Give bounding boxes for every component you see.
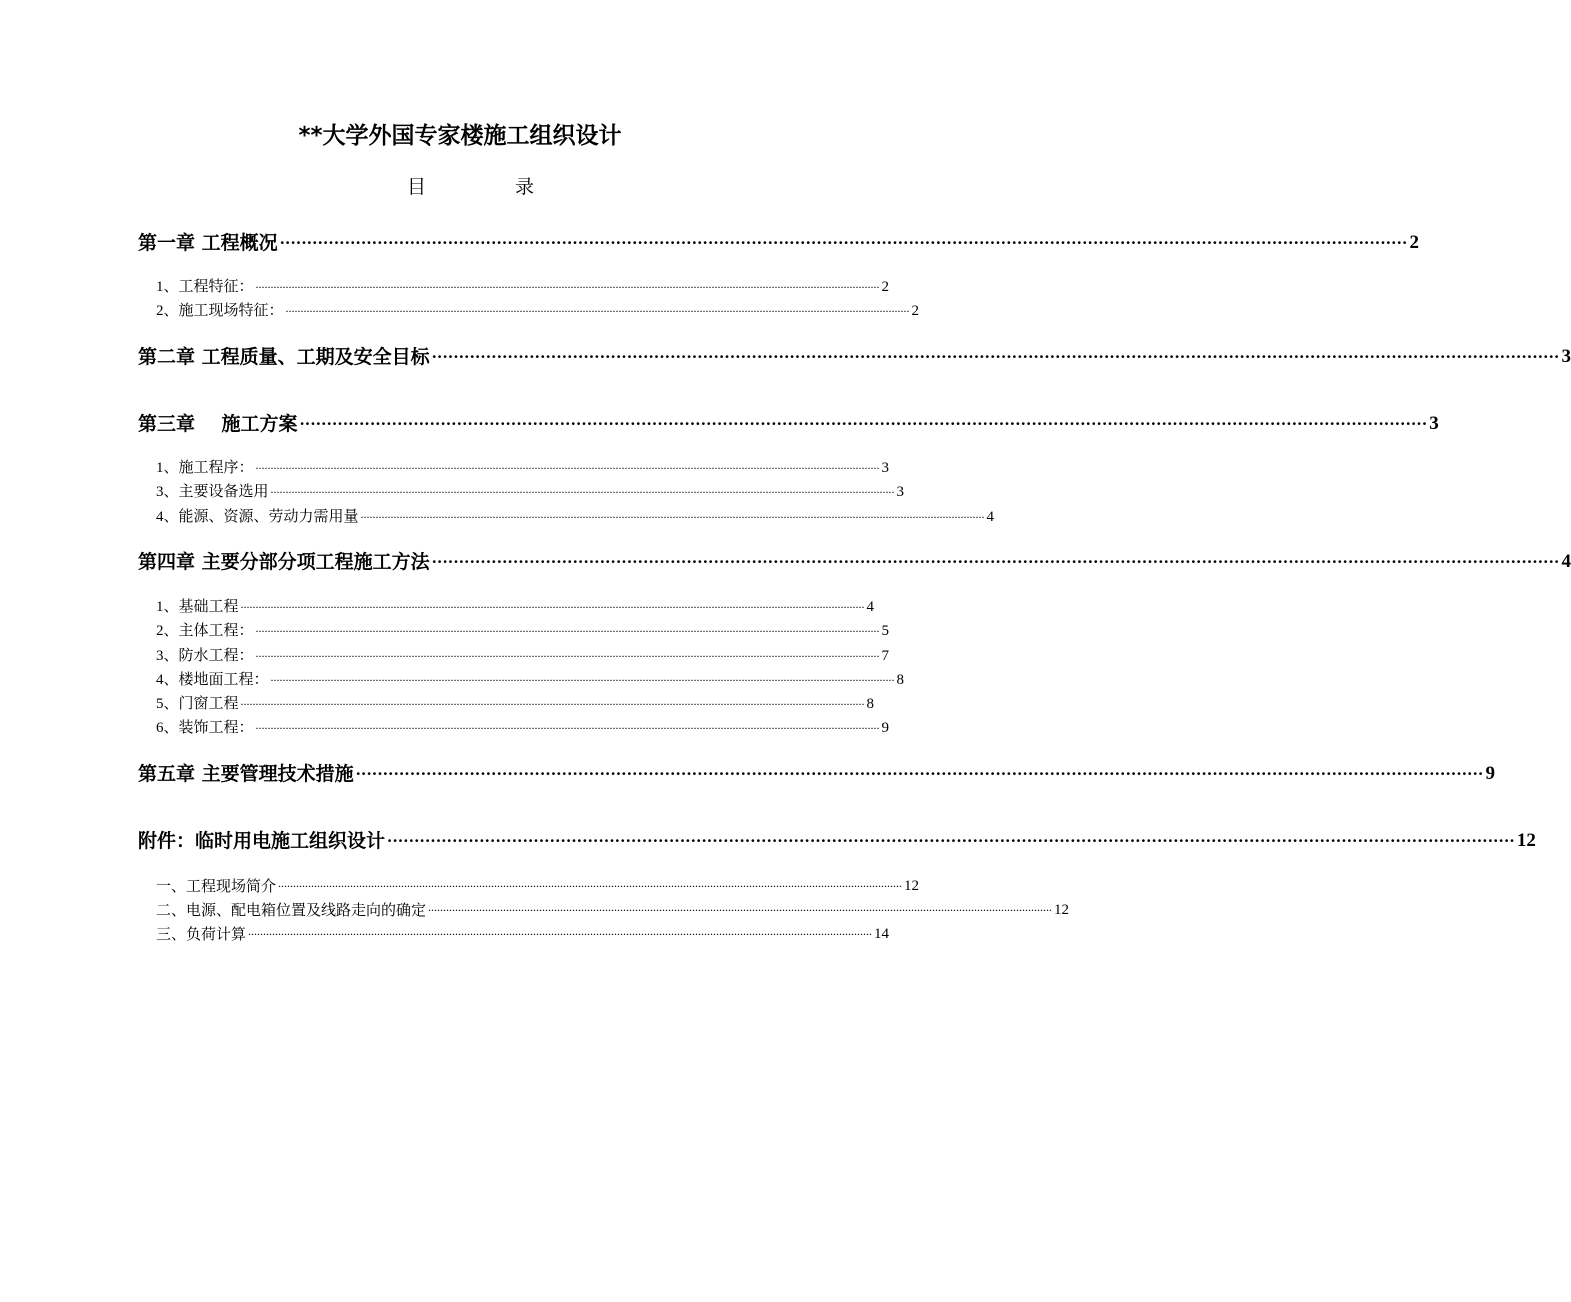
toc-page-number: 8: [866, 696, 875, 712]
toc-entry-label: 第三章 施工方案: [138, 413, 298, 435]
dot-leader: ................................................................................................................................................................................................................: [255, 277, 880, 291]
toc-entry-label: 1、施工程序：: [156, 458, 254, 476]
toc-page-number: 4: [866, 599, 875, 615]
dot-leader: ................................................................................................................................................................................................................: [428, 900, 1053, 914]
dot-leader: ................................................................................................................................................................................................................: [240, 597, 865, 611]
toc-page-number: 3: [1429, 413, 1439, 434]
toc-heading-char-2: 录: [515, 176, 535, 198]
toc-section-4-2[interactable]: [156, 619, 890, 643]
toc-entry-label: 第五章 主要管理技术措施: [138, 763, 354, 785]
toc-entry-label: 1、工程特征：: [156, 277, 254, 295]
toc-section-3-3[interactable]: [156, 505, 995, 529]
dot-leader: ................................................................................................................................................................................................................: [255, 646, 880, 660]
dot-leader: ................................................................................................................................................................................................................: [278, 876, 903, 890]
toc-page-number: 8: [896, 672, 905, 688]
dot-leader: ................................................................................................................................................................................................................: [279, 230, 1408, 248]
toc-page-number: 12: [1054, 902, 1070, 918]
dot-leader: ................................................................................................................................................................................................................: [270, 670, 895, 684]
toc-page-number: 4: [986, 509, 995, 525]
toc-entry-label: 三、负荷计算: [156, 925, 247, 943]
toc-page-number: 14: [874, 926, 890, 942]
dot-leader: ................................................................................................................................................................................................................: [240, 694, 865, 708]
dot-leader: ................................................................................................................................................................................................................: [285, 301, 910, 315]
toc-entry-label: 4、能源、资源、劳动力需用量: [156, 507, 359, 525]
toc-appendix[interactable]: [138, 826, 1536, 856]
dot-leader: ................................................................................................................................................................................................................: [255, 458, 880, 472]
toc-chapter-2[interactable]: [138, 342, 1571, 372]
toc-page-number: 3: [896, 484, 905, 500]
document-title: **大学外国专家楼施工组织设计: [298, 123, 622, 149]
toc-entry-label: 第四章 主要分部分项工程施工方法: [138, 551, 430, 573]
toc-entry-label: 5、门窗工程: [156, 694, 239, 712]
toc-chapter-3[interactable]: [138, 409, 1439, 439]
toc-entry-label: 3、主要设备选用: [156, 482, 269, 500]
dot-leader: ................................................................................................................................................................................................................: [355, 761, 1484, 779]
toc-page-number: 7: [881, 648, 890, 664]
dot-leader: ................................................................................................................................................................................................................: [387, 828, 1515, 846]
toc-entry-label: 6、装饰工程：: [156, 718, 254, 736]
dot-leader: ................................................................................................................................................................................................................: [255, 621, 880, 635]
toc-entry-label: 2、主体工程：: [156, 621, 254, 639]
dot-leader: ................................................................................................................................................................................................................: [360, 507, 985, 521]
toc-entry-label: 二、电源、配电箱位置及线路走向的确定: [156, 901, 427, 919]
dot-leader: ................................................................................................................................................................................................................: [431, 549, 1560, 567]
toc-section-1-2[interactable]: [156, 299, 920, 323]
toc-page-number: 2: [1409, 232, 1419, 253]
toc-chapter-4[interactable]: [138, 547, 1571, 577]
dot-leader: ................................................................................................................................................................................................................: [299, 411, 1428, 429]
toc-entry-label: 1、基础工程: [156, 597, 239, 615]
toc-page-number: 2: [911, 303, 920, 319]
toc-entry-label: 附件：临时用电施工组织设计: [138, 830, 386, 852]
toc-page-number: 9: [881, 720, 890, 736]
toc-page-number: 5: [881, 623, 890, 639]
toc-entry-label: 一、工程现场简介: [156, 877, 277, 895]
dot-leader: ................................................................................................................................................................................................................: [248, 924, 873, 938]
toc-page-number: 2: [881, 279, 890, 295]
toc-page-number: 12: [1516, 830, 1536, 851]
toc-page-number: 4: [1561, 551, 1571, 572]
toc-heading-char-1: 目: [407, 176, 427, 198]
toc-entry-label: 第二章 工程质量、工期及安全目标: [138, 346, 430, 368]
toc-heading: [0, 172, 920, 202]
toc-page-number: 12: [904, 878, 920, 894]
toc-section-3-2[interactable]: [156, 480, 905, 504]
toc-page-number: 9: [1485, 763, 1495, 784]
toc-section-4-6[interactable]: [156, 716, 890, 740]
toc-appendix-section-3[interactable]: [156, 922, 890, 946]
dot-leader: ................................................................................................................................................................................................................: [255, 718, 880, 732]
toc-chapter-5[interactable]: [138, 759, 1495, 789]
toc-entry-label: 2、施工现场特征：: [156, 301, 284, 319]
toc-entry-label: 4、楼地面工程：: [156, 670, 269, 688]
toc-entry-label: 第一章 工程概况: [138, 232, 278, 254]
toc-entry-label: 3、防水工程：: [156, 646, 254, 664]
toc-chapter-1[interactable]: [138, 228, 1419, 258]
dot-leader: ................................................................................................................................................................................................................: [431, 344, 1560, 362]
toc-page-number: 3: [1561, 346, 1571, 367]
dot-leader: ................................................................................................................................................................................................................: [270, 482, 895, 496]
toc-page-number: 3: [881, 460, 890, 476]
